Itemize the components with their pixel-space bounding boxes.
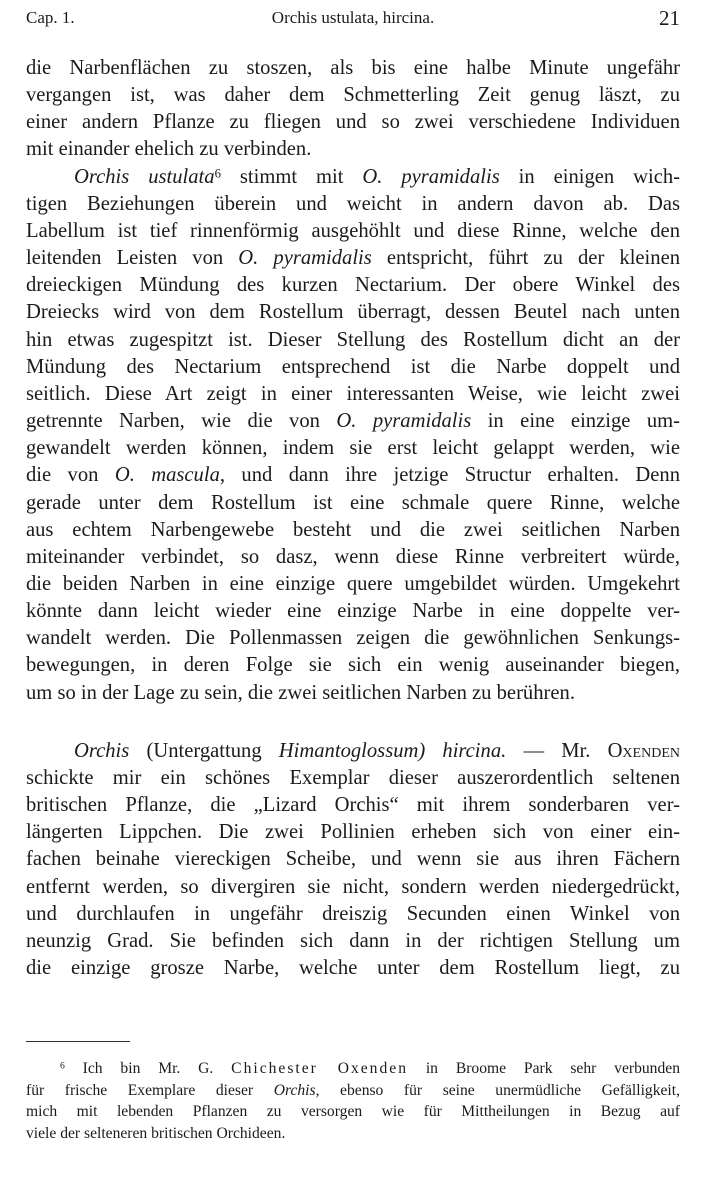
footnote-line: [26, 1058, 680, 1080]
text-line: schickte mir ein schönes Exemplar dieser auszerordentlich seltenen: [26, 766, 680, 789]
text-span: Ich bin Mr. G.: [64, 1060, 232, 1077]
person-name: Chichester Oxenden: [231, 1060, 408, 1077]
text-line: um so in der Lage zu sein, die zwei seitlichen Narben zu berühren.: [26, 681, 575, 704]
text-line: [26, 462, 680, 489]
text-line: fachen beinahe viereckigen Scheibe, und wenn sie aus ihren Fächern: [26, 848, 680, 871]
species-name: O. pyramidalis: [336, 410, 472, 433]
text-line: [26, 738, 680, 765]
text-line: die beiden Narben in eine einzige quere umgebildet würden. Umgekehrt: [26, 572, 680, 595]
text-line: die Narbenflächen zu stoszen, als bis eine halbe Minute ungefähr: [26, 57, 680, 79]
text-line: längerten Lippchen. Die zwei Pollinien erheben sich von einer ein-: [26, 821, 680, 844]
text-span: in einigen wich-: [499, 165, 681, 188]
text-line: tigen Beziehungen überein und weicht in andern davon ab. Das: [26, 192, 680, 215]
text-span: (Untergattung: [129, 739, 279, 762]
paragraph-orchis-ustulata: [26, 164, 680, 707]
text-line: [26, 164, 680, 191]
text-line: wandelt werden. Die Pollenmassen zeigen die gewöhnlichen Senkungs-: [26, 627, 680, 650]
text-line: und durchlaufen in ungefähr dreiszig Secunden einen Winkel von: [26, 902, 680, 925]
footnote-line: [26, 1080, 680, 1102]
text-line: könnte dann leicht wieder eine einzige Narbe in eine doppelte ver-: [26, 600, 680, 623]
text-line: Labellum ist tief rinnenförmig ausgehöhlt und diese Rinne, welche den: [26, 219, 680, 242]
text-span: — Mr.: [506, 739, 608, 762]
species-name: Orchis: [273, 1081, 316, 1099]
text-line: Mündung des Nectarium entsprechend ist die Narbe doppelt und: [26, 355, 680, 378]
text-span: getrennte Narben, wie die von: [26, 410, 337, 433]
species-name: O. mascula: [114, 464, 220, 487]
text-line: [26, 408, 680, 435]
text-span: stimmt mit: [220, 165, 363, 188]
text-span: die von: [26, 464, 115, 487]
text-line: neunzig Grad. Sie befinden sich dann in der richtigen Stellung um: [26, 929, 680, 952]
text-span: leitenden Leisten von: [26, 247, 239, 270]
footnotes: [26, 1058, 680, 1144]
person-name: Oxenden: [607, 739, 680, 762]
footnote-line: mich mit lebenden Pflanzen zu versorgen wie für Mittheilungen in Bezug auf: [26, 1103, 680, 1120]
text-line: entfernt werden, so divergiren sie nicht, sondern werden niedergedrückt,: [26, 875, 680, 898]
species-name: Orchis: [74, 739, 130, 762]
text-line: seitlich. Diese Art zeigt in einer interessanten Weise, wie leicht zwei: [26, 382, 680, 405]
text-line: mit einander ehelich zu verbinden.: [26, 138, 312, 161]
text-line: aus echtem Narbengewebe besteht und die zwei seitlichen Narben: [26, 518, 680, 541]
text-line: miteinander verbindet, so dasz, wenn diese Rinne verbreitert würde,: [26, 545, 680, 568]
text-line: gewandelt werden können, indem sie erst leicht gelappt werden, wie: [26, 437, 680, 460]
text-line: einer andern Pflanze zu fliegen und so zwei verschiedene Individuen: [26, 111, 680, 134]
species-name: O. pyramidalis: [238, 247, 372, 270]
text-span: , und dann ihre jetzige Structur erhalten. Denn: [219, 464, 680, 487]
running-header: [26, 6, 680, 36]
page-number: 21: [659, 6, 680, 30]
species-name: Himantoglossum) hircina.: [278, 739, 507, 762]
text-line: dreieckigen Mündung des kurzen Nectarium. Der obere Winkel des: [26, 274, 680, 297]
text-span: für frische Exemplare dieser: [26, 1081, 274, 1099]
footnote-reference: 6: [214, 165, 221, 180]
text-line: gerade unter dem Rostellum ist eine schmale quere Rinne, welche: [26, 491, 680, 514]
text-line: Dreiecks wird von dem Rostellum überragt, dessen Beutel nach unten: [26, 301, 680, 324]
text-line: hin etwas zugespitzt ist. Dieser Stellung des Rostellum dicht an der: [26, 328, 680, 351]
text-span: in eine einzige um-: [471, 410, 681, 433]
main-text: [26, 55, 680, 982]
chapter-label: Cap. 1.: [26, 8, 75, 27]
footnote-line: viele der selteneren britischen Orchideen.: [26, 1124, 286, 1142]
text-span: , ebenso für seine unermüdliche Gefälligkeit,: [315, 1081, 680, 1099]
text-line: die einzige grosze Narbe, welche unter dem Rostellum liegt, zu: [26, 957, 680, 979]
text-span: entspricht, führt zu der kleinen: [371, 247, 681, 270]
species-name: Orchis ustulata: [74, 165, 215, 188]
text-line: bewegungen, in deren Folge sie sich ein wenig auseinander biegen,: [26, 654, 680, 677]
species-name: O. pyramidalis: [362, 165, 500, 188]
paragraph-continuation: [26, 55, 680, 164]
text-line: britischen Pflanze, die „Lizard Orchis“ mit ihrem sonderbaren ver-: [26, 794, 680, 817]
text-line: [26, 245, 680, 272]
text-span: in Broome Park sehr verbunden: [408, 1060, 680, 1077]
paragraph-orchis-hircina: [26, 738, 680, 982]
footnote-divider: [26, 1041, 130, 1042]
paragraph-gap: [26, 707, 680, 738]
footnote-number: 6: [60, 1060, 65, 1072]
running-title: Orchis ustulata, hircina.: [271, 8, 435, 27]
text-line: vergangen ist, was daher dem Schmetterling Zeit genug läszt, zu: [26, 84, 680, 107]
